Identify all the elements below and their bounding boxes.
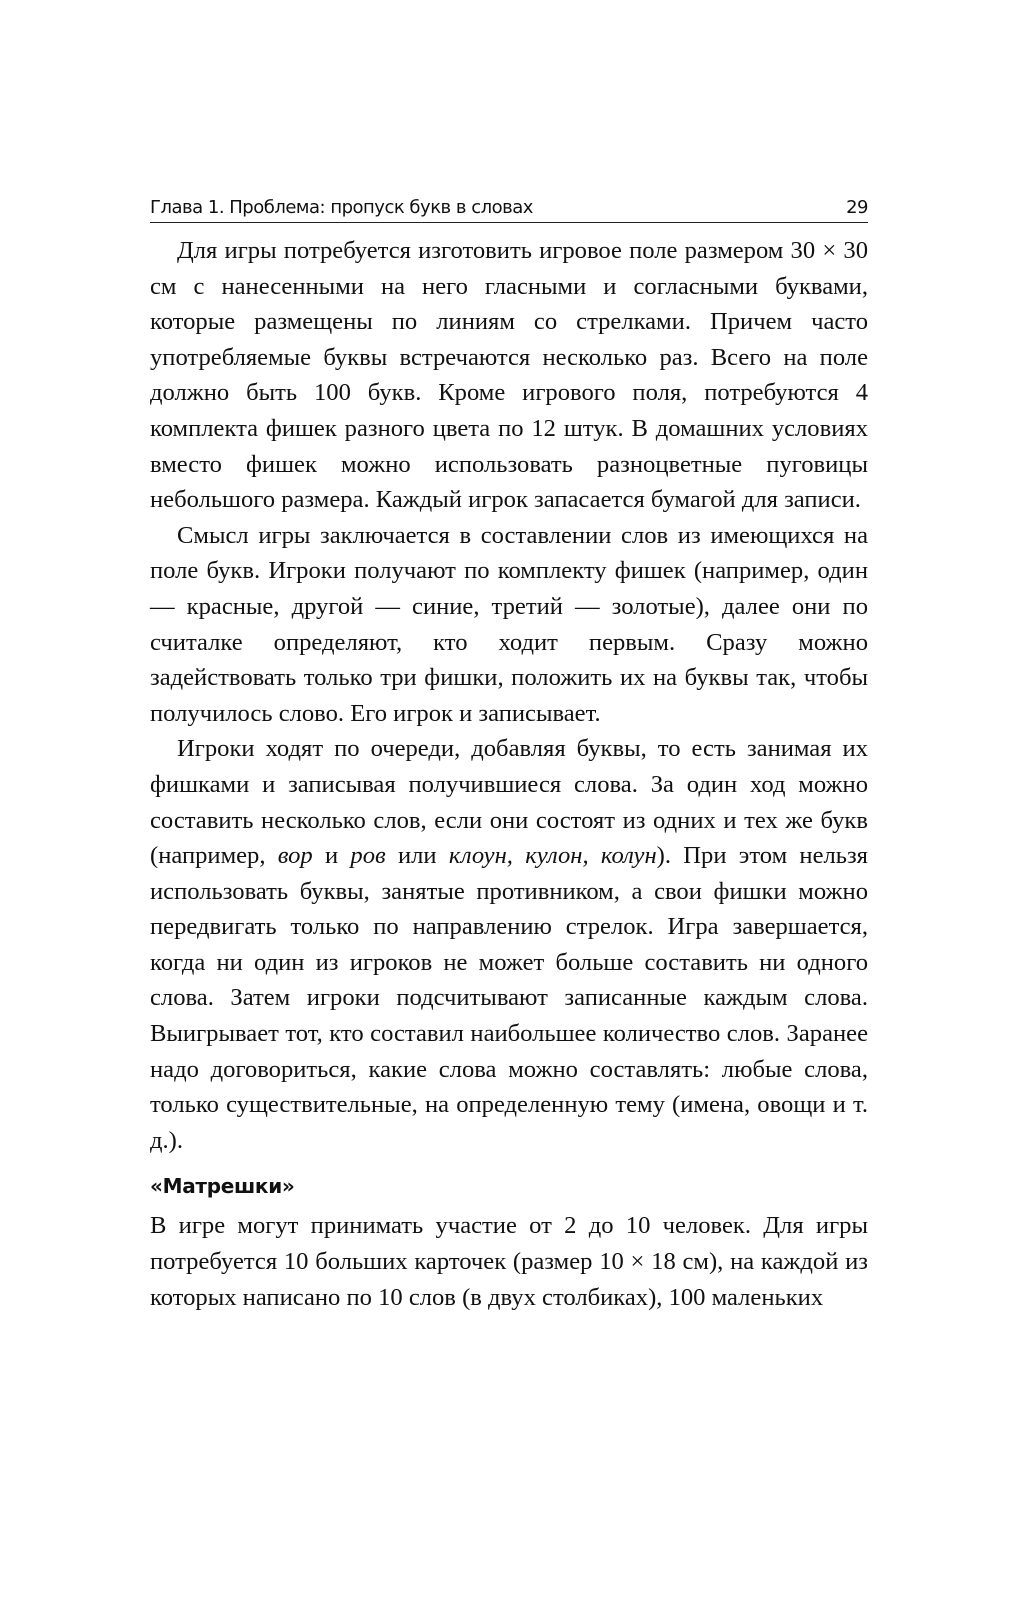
paragraph-3-part-2: ). При этом нельзя использовать буквы, занятые противником, а свои фишки можно передвигать только по направлению стрелок. Игра завершается, когда ни один из игроков не может больше составить ни одного слова. Затем игроки подсчитывают записанные каждым слова. Выигрывает тот, кто составил наибольшее количество слов. Заранее надо договориться, какие слова можно составлять: любые слова, только существительные, на определенную тему (имена, овощи и т. д.). <box>150 842 868 1154</box>
example-word-rov: ров <box>350 842 386 870</box>
paragraph-2: Смысл игры заключается в составлении слов из имеющихся на поле букв. Игроки получают по комплекту фишек (например, один — красные, другой — синие, третий — золотые), далее они по считалке определяют, кто ходит первым. Сразу можно задействовать только три фишки, положить их на буквы так, чтобы получилось слово. Его игрок и записывает. <box>150 521 868 727</box>
running-header <box>150 196 868 223</box>
paragraph-3-part-1: Игроки ходят по очереди, добавляя буквы, то есть занимая их фишками и записывая получившиеся слова. За один ход можно составить несколько слов, если они состоят из одних и тех же букв (например, <box>150 735 868 870</box>
page-number: 29 <box>846 197 868 218</box>
chapter-title: Глава 1. Проблема: пропуск букв в словах <box>150 197 533 218</box>
paragraph-4: В игре могут принимать участие от 2 до 10 человек. Для игры потребуется 10 больших карточек (размер 10 × 18 см), на каждой из которых написано по 10 слов (в двух столбиках), 100 маленьких <box>150 1212 868 1311</box>
conjunction-and: и <box>312 842 351 870</box>
body-text <box>150 233 868 1315</box>
book-page <box>150 196 868 1315</box>
example-word-vor: вор <box>277 842 313 870</box>
conjunction-or: или <box>385 842 449 870</box>
paragraph-3 <box>150 731 868 1158</box>
paragraph-1: Для игры потребуется изготовить игровое поле размером 30 × 30 см с нанесенными на него гласными и согласными буквами, которые размещены по линиям со стрелками. Причем часто употребляемые буквы встречаются несколько раз. Всего на поле должно быть 100 букв. Кроме игрового поля, потребуются 4 комплекта фишек разного цвета по 12 штук. В домашних условиях вместо фишек можно использовать разноцветные пуговицы небольшого размера. Каждый игрок запасается бумагой для записи. <box>150 237 868 514</box>
example-words-kloun: клоун, кулон, колун <box>448 842 657 870</box>
section-subheading: «Матрешки» <box>150 1174 295 1199</box>
